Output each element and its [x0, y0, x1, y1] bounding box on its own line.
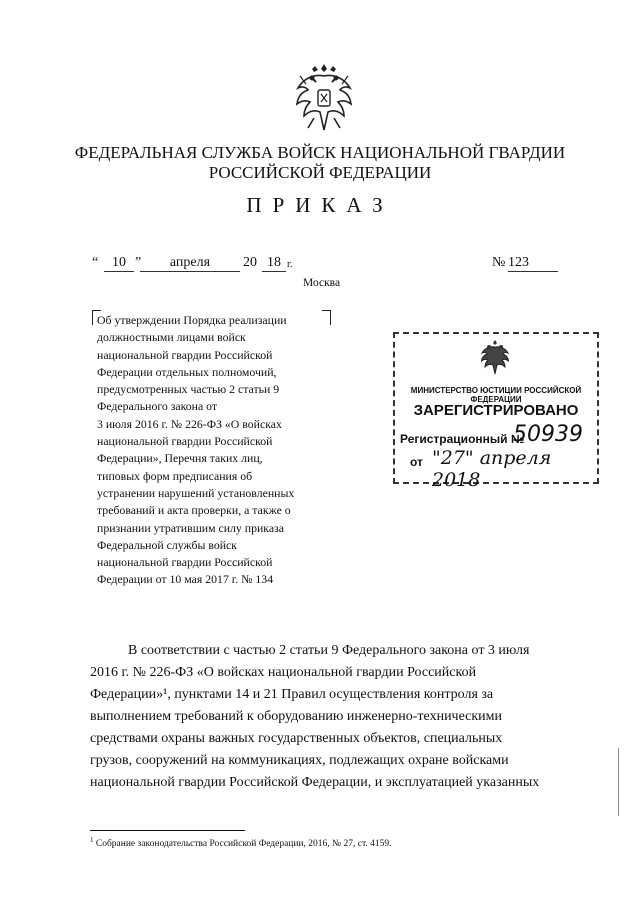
- city: Москва: [303, 277, 341, 289]
- date-day: 10: [104, 255, 134, 272]
- subject-bracket-right: [322, 310, 331, 325]
- document-subject: [97, 312, 319, 589]
- stamp-ministry: МИНИСТЕРСТВО ЮСТИЦИИ РОССИЙСКОЙ ФЕДЕРАЦИИ: [410, 386, 582, 404]
- stamp-registered: ЗАРЕГИСТРИРОВАНО: [413, 402, 579, 419]
- footnote-mark: 1: [90, 836, 94, 844]
- subject-line: Федерации отдельных полномочий,: [97, 364, 277, 379]
- subject-line: признании утратившим силу приказа: [97, 520, 284, 535]
- subject-line: национальной гвардии Российской: [97, 555, 273, 570]
- footnote-text: Собрание законодательства Российской Федерации, 2016, № 27, ст. 4159.: [95, 839, 392, 850]
- subject-line: 3 июля 2016 г. № 226-ФЗ «О войсках: [97, 416, 282, 431]
- stamp-date-label: от: [410, 455, 423, 469]
- subject-line: типовых форм предписания об: [97, 468, 253, 483]
- stamp-reg-number-label: Регистрационный №: [400, 432, 525, 446]
- footnote-separator: [90, 830, 245, 831]
- stamp-date: "27" апреля 2018: [432, 447, 552, 491]
- subject-line: Федерации», Перечня таких лиц,: [97, 451, 263, 466]
- body-line: выполнением требований к оборудованию инженерно-техническими: [90, 709, 503, 724]
- org-name-line2: РОССИЙСКОЙ ФЕДЕРАЦИИ: [208, 163, 432, 182]
- subject-line: предусмотренных частью 2 статьи 9: [97, 382, 280, 397]
- state-emblem-icon: [292, 60, 356, 136]
- body-line: 2016 г. № 226-ФЗ «О войсках национальной гвардии Российской: [90, 665, 477, 680]
- date-open-quote: “: [92, 255, 99, 270]
- subject-line: Федеральной службы войск: [97, 537, 238, 552]
- footnote: [90, 836, 392, 849]
- document-body: [90, 640, 580, 794]
- number-label: №: [492, 255, 506, 270]
- date-year-mark: г.: [287, 259, 293, 270]
- stamp-reg-number: 50939: [513, 422, 583, 447]
- subject-line: Федерации от 10 мая 2017 г. № 134: [97, 572, 274, 587]
- date-year-prefix: 20: [243, 255, 257, 270]
- body-line: В соответствии с частью 2 статьи 9 Федерального закона от 3 июля: [128, 643, 530, 658]
- registration-stamp: [393, 332, 599, 491]
- subject-line: требований и акта проверки, а также о: [97, 503, 291, 518]
- document-type-title: ПРИКАЗ: [246, 193, 394, 217]
- stamp-emblem-icon: [479, 339, 511, 377]
- body-line: грузов, сооружений на коммуникациях, подлежащих охране войсками: [90, 753, 509, 768]
- margin-line: [618, 748, 619, 816]
- body-line: Федерации»¹, пунктами 14 и 21 Правил осуществления контроля за: [90, 687, 494, 702]
- subject-line: Об утверждении Порядка реализации: [97, 313, 287, 327]
- subject-line: национальной гвардии Российской: [97, 434, 273, 449]
- body-line: национальной гвардии Российской Федерации, и эксплуатацией указанных: [90, 775, 540, 790]
- subject-line: Федерального закона от: [97, 399, 218, 414]
- subject-line: должностными лицами войск: [97, 330, 246, 345]
- subject-line: устранении нарушений установленных: [97, 485, 295, 500]
- subject-line: национальной гвардии Российской: [97, 347, 273, 362]
- body-line: средствами охраны важных государственных объектов, специальных: [90, 731, 503, 746]
- org-name-line1: ФЕДЕРАЛЬНАЯ СЛУЖБА ВОЙСК НАЦИОНАЛЬНОЙ ГВАРДИИ: [74, 143, 566, 162]
- date-year-suffix: 18: [262, 255, 286, 272]
- date-close-quote: ”: [135, 255, 142, 270]
- doc-number: 123: [508, 255, 558, 272]
- date-month: апреля: [140, 255, 240, 272]
